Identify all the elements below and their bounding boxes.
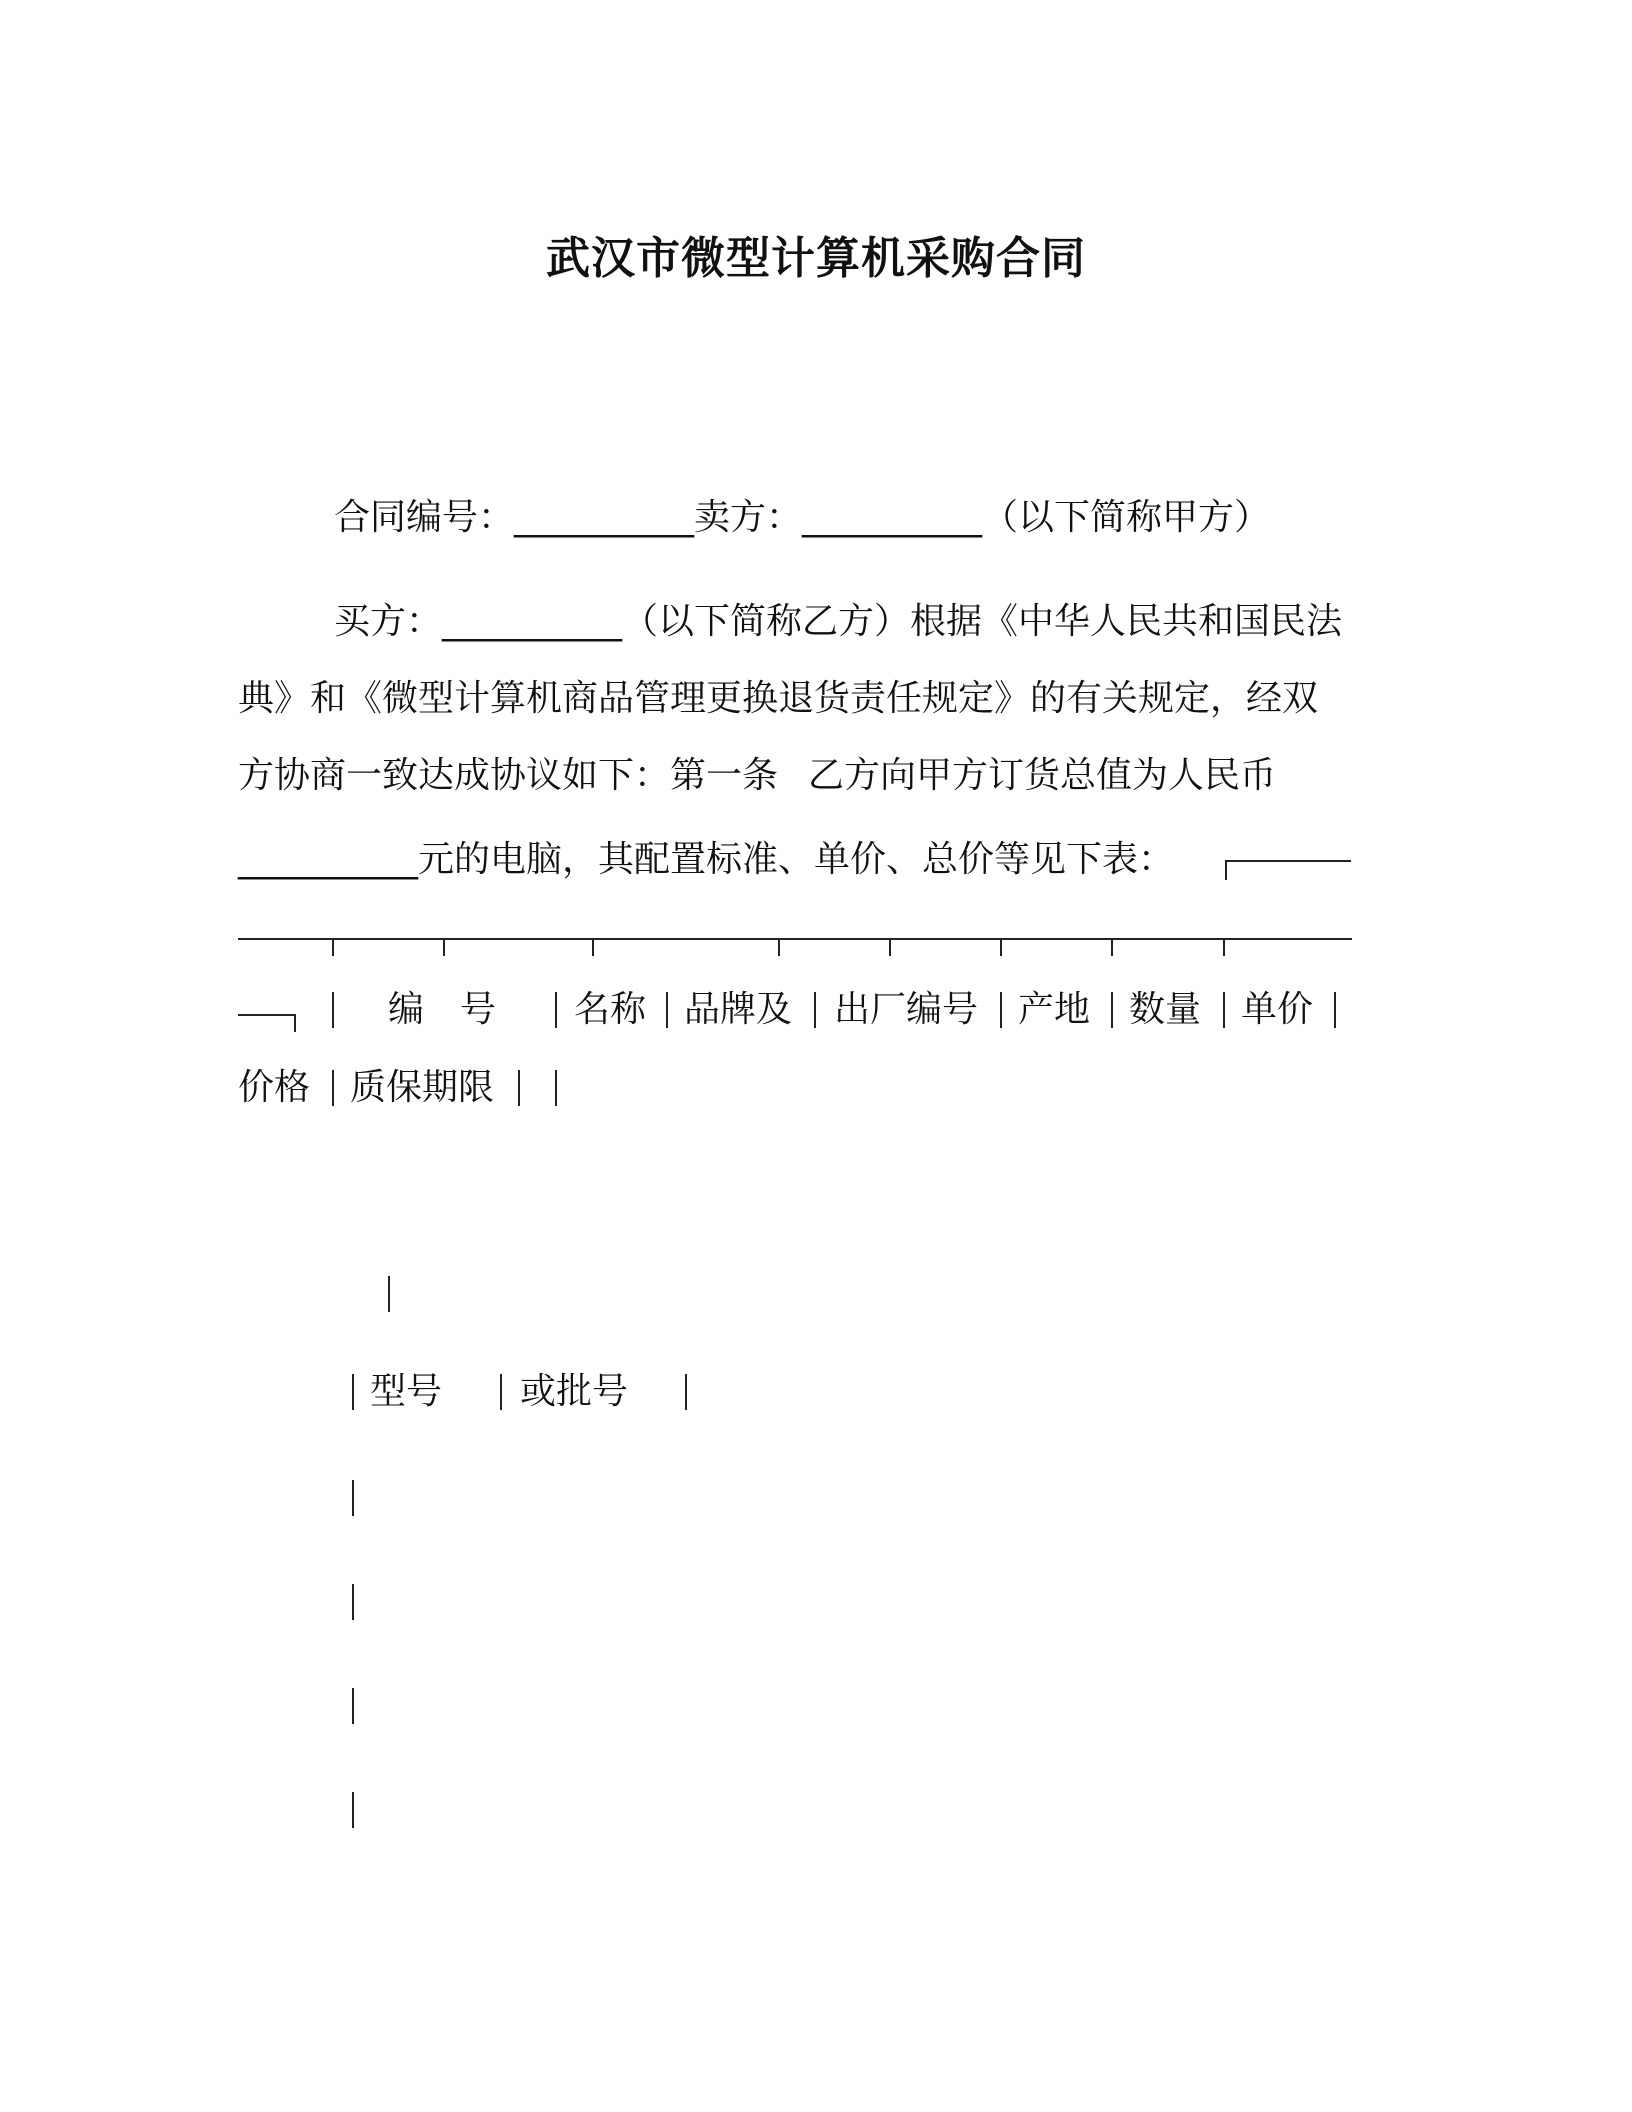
table-tick	[592, 938, 594, 956]
subheader-model: 型号	[370, 1371, 443, 1412]
subheader-batch: 或批号	[520, 1371, 629, 1412]
table-column-divider	[332, 1070, 334, 1106]
table-tick	[778, 938, 780, 956]
table-tick	[294, 1014, 296, 1032]
paragraph-line-2: 典》和《微型计算机商品管理更换退货责任规定》的有关规定，经双	[238, 678, 1319, 719]
paragraph-line-4	[238, 838, 1174, 882]
buyer-blank[interactable]: __________	[442, 601, 623, 642]
header-brand: 品牌及	[684, 989, 793, 1030]
buyer-line-rest: （以下简称乙方）根据《中华人民共和国民法	[622, 601, 1343, 642]
table-column-divider	[666, 992, 668, 1028]
contract-header-line	[334, 496, 1270, 540]
order-total-clause: 乙方向甲方订货总值为人民币	[808, 755, 1277, 796]
table-column-divider	[555, 1070, 557, 1106]
table-column-divider	[352, 1374, 354, 1410]
agreement-clause: 方协商一致达成协议如下：第一条	[238, 755, 779, 796]
config-clause: 元的电脑，其配置标准、单价、总价等见下表：	[418, 839, 1175, 880]
contract-no-label: 合同编号：	[334, 497, 515, 538]
header-name: 名称	[574, 989, 647, 1030]
table-column-divider	[555, 992, 557, 1028]
header-price: 价格	[238, 1067, 311, 1108]
amount-blank[interactable]: __________	[238, 839, 418, 880]
table-tick	[443, 938, 445, 956]
table-column-divider	[388, 1276, 390, 1312]
table-tick	[1000, 938, 1002, 956]
buyer-label: 买方：	[334, 601, 443, 642]
header-serial: 出厂编号	[834, 989, 979, 1030]
paragraph-line-3	[238, 754, 1276, 798]
table-tick	[1223, 938, 1225, 956]
table-column-divider	[1000, 992, 1002, 1028]
header-unit-price: 单价	[1241, 989, 1314, 1030]
header-number: 编 号	[388, 989, 497, 1030]
table-column-divider	[332, 992, 334, 1028]
table-tick	[332, 938, 334, 956]
table-column-divider	[1223, 992, 1225, 1028]
table-row-divider	[352, 1688, 354, 1724]
table-column-divider	[685, 1374, 687, 1410]
seller-suffix: （以下简称甲方）	[982, 497, 1271, 538]
table-tick	[889, 938, 891, 956]
table-top-border-fragment	[1225, 860, 1351, 862]
header-origin: 产地	[1018, 989, 1091, 1030]
document-title: 武汉市微型计算机采购合同	[546, 233, 1086, 284]
table-column-divider	[518, 1070, 520, 1106]
seller-blank[interactable]: __________	[802, 497, 983, 538]
header-quantity: 数量	[1129, 989, 1202, 1030]
table-row-divider	[352, 1584, 354, 1620]
seller-label: 卖方：	[694, 497, 803, 538]
table-row-divider	[352, 1480, 354, 1516]
table-column-divider	[814, 992, 816, 1028]
table-left-border-fragment	[238, 1014, 296, 1016]
table-row-divider	[352, 1792, 354, 1828]
table-corner-top-right	[1225, 862, 1227, 880]
contract-no-blank[interactable]: __________	[514, 497, 695, 538]
table-top-border	[238, 938, 1352, 940]
table-column-divider	[1111, 992, 1113, 1028]
buyer-line	[334, 600, 1342, 644]
header-warranty: 质保期限	[350, 1067, 495, 1108]
table-column-divider	[1334, 992, 1336, 1028]
table-column-divider	[500, 1374, 502, 1410]
table-tick	[1111, 938, 1113, 956]
